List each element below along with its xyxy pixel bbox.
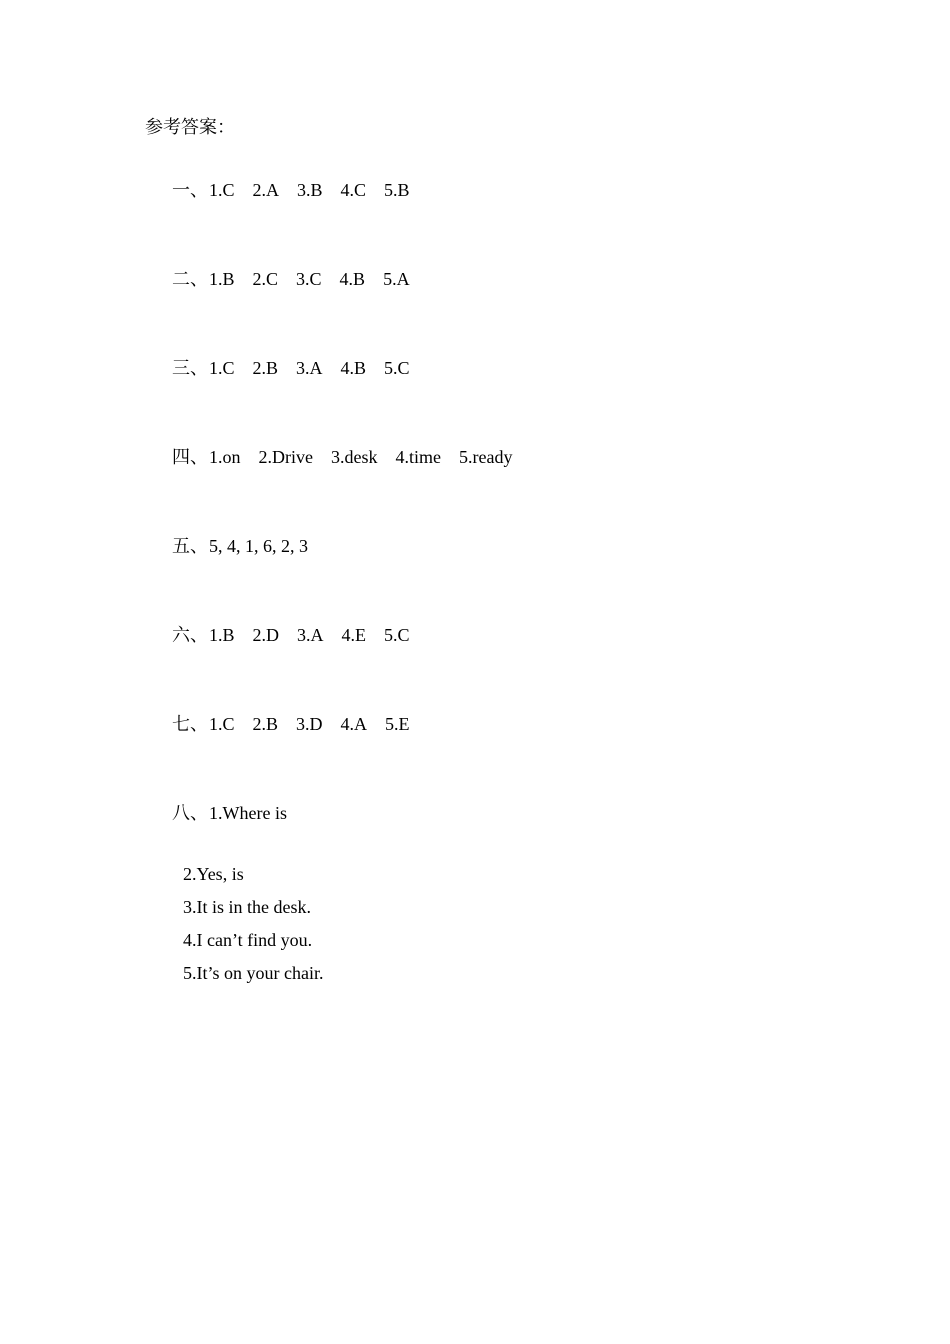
answer: 2.B <box>252 358 279 378</box>
section-2 <box>145 240 845 318</box>
section-number: 四、 <box>172 447 208 467</box>
answer: 4.C <box>340 180 367 200</box>
answer: 4.time <box>395 447 441 467</box>
answer: 1.C <box>209 180 235 200</box>
section-number: 六、 <box>172 625 208 645</box>
section-8 <box>145 774 845 852</box>
answer: 4.B <box>340 358 367 378</box>
section-number: 五、 <box>172 536 208 556</box>
answer: 1.C <box>209 358 235 378</box>
answer-key <box>145 114 845 986</box>
answer: 5.ready <box>458 447 513 467</box>
answer: 3.A <box>297 625 324 645</box>
section-number: 八、 <box>172 803 208 823</box>
answer: 5.B <box>384 180 410 200</box>
answer: 1.B <box>209 625 235 645</box>
answer: 5.C <box>384 625 410 645</box>
answer: 2.A <box>252 180 280 200</box>
answer: 1.on <box>209 447 241 467</box>
section-3 <box>145 329 845 407</box>
section-1 <box>145 151 845 229</box>
answer-line: 4.I can’t find you. <box>183 930 313 950</box>
section-number: 一、 <box>172 180 208 200</box>
answer: 3.C <box>296 269 322 289</box>
answer: 5, 4, 1, 6, 2, 3 <box>209 536 308 556</box>
answer: 4.A <box>340 714 368 734</box>
answer: 5.C <box>384 358 410 378</box>
answer: 5.A <box>383 269 410 289</box>
section-6 <box>145 596 845 674</box>
section-7 <box>145 685 845 763</box>
answer: 2.Drive <box>258 447 313 467</box>
answer: 4.E <box>341 625 367 645</box>
section-4 <box>145 418 845 496</box>
answer: 1.C <box>209 714 235 734</box>
answer: 3.A <box>296 358 323 378</box>
answer: 2.D <box>252 625 280 645</box>
answer: 1.B <box>209 269 235 289</box>
answer: 2.C <box>252 269 279 289</box>
answer-line: 5.It’s on your chair. <box>183 963 324 983</box>
answer-line: 3.It is in the desk. <box>183 897 311 917</box>
answer-key-title: 参考答案： <box>145 117 235 137</box>
answer-line: 2.Yes, is <box>183 864 244 884</box>
section-number: 七、 <box>172 714 208 734</box>
answer: 4.B <box>339 269 366 289</box>
answer: 3.B <box>297 180 323 200</box>
answer: 2.B <box>252 714 279 734</box>
section-number: 二、 <box>172 269 208 289</box>
section-5 <box>145 507 845 585</box>
answer: 1.Where is <box>209 803 287 823</box>
answer: 3.D <box>296 714 323 734</box>
section-number: 三、 <box>172 358 208 378</box>
answer: 3.desk <box>330 447 378 467</box>
answer: 5.E <box>385 714 410 734</box>
